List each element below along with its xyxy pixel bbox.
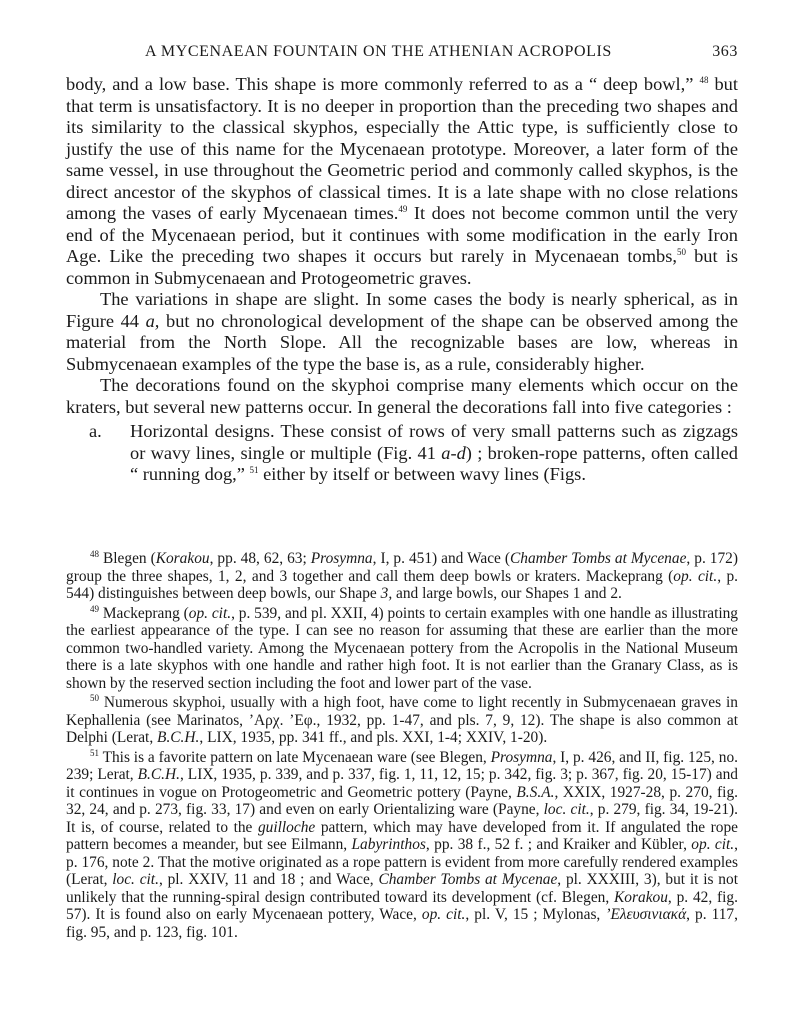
text-run: Numerous skyphoi, usually with a high foot, have come to light recently in Submycenaean graves in Kephallenia (see Marinatos, ’Αρχ. ’Εφ., 1932, pp. 1-47, and pls. 7, 9, 12). The shape is also common at Delphi (Lerat,: [66, 694, 738, 746]
list-item-a: a. Horizontal designs. These consist of rows of very small patterns such as zigzags or wavy lines, single or multiple (Fig. 41 a-d) ; broken-rope patterns, often called “ running dog,” $^{51}$ either by itself or between wavy lines (Figs.: [89, 421, 738, 484]
text-run: , I, p. 426, and II, fig. 125, no. 239; Lerat,: [66, 748, 738, 783]
text-run: , p. 539, and pl. XXII, 4) points to certain examples with one handle as illustrating the earliest appearance of the type. I can see no reason for assuming that these are earlier than the more common two-handled variety. Among the Mycenaean pottery from the Acropolis in the National Museum there is a late skyphos with one handle and rather high foot. It is not earlier than the Granary Class, as is shown by the reserved section including the foot and lower part of the vase.: [66, 604, 739, 692]
footnote-number: 51: [90, 747, 99, 758]
text-run: , pp. 48, 62, 63;: [209, 550, 307, 567]
figure-ref: a-d: [441, 442, 466, 463]
paragraph-2: [66, 289, 738, 375]
text-run: , p. 176, note 2. That the motive originated as a rope pattern is evident from more carefully rendered examples (Lerat,: [66, 836, 738, 888]
text-run: either by itself or between wavy lines (Figs.: [263, 464, 586, 484]
text-run: but that term is unsatisfactory. It is no deeper in proportion than the preceding two shapes and its similarity to the classical skyphos, especially the Attic type, is sufficiently close to justify the use of this name for the Mycenaean prototype. Moreover, a later form of the same vessel, in use throughout the Geometric period and commonly called skyphos, is the direct ancestor of the skyphos of classical times. It is a late shape with no close relations among the vases of early Mycenaean times.: [66, 74, 738, 223]
text-run: , I, p. 451) and Wace (: [372, 550, 510, 567]
page-number: 363: [712, 43, 738, 60]
citation-title: op. cit.: [673, 567, 718, 585]
citation-title: ’Ελευσινιακά: [605, 906, 687, 923]
footnote-48: [66, 550, 738, 603]
citation-title: Labyrinthos: [351, 836, 426, 853]
citation-title: B.C.H.: [157, 729, 200, 746]
text-run: , p. 279, fig. 34, 19-21). It is, of course, related to the: [66, 801, 738, 836]
citation-title: loc. cit.: [112, 871, 159, 888]
text-run: , LIX, 1935, p. 339, and p. 337, fig. 1, 11, 12, 15; p. 342, fig. 3; p. 367, fig. 20, 15-17) and it continues in vogue on Protogeometric and Geometric pottery (Payne,: [66, 766, 738, 801]
text-run: The variations in shape are slight. In some cases the body is nearly spherical, as in Figure 44: [66, 289, 738, 331]
citation-title: guilloche: [257, 818, 316, 836]
footnote-50: [66, 694, 738, 747]
text-run: but is common in Submycenaean and Protogeometric graves.: [66, 246, 738, 288]
footnote-49: [66, 605, 738, 693]
text-run: , pl. V, 15 ; Mylonas,: [465, 906, 601, 923]
text-run: , p. 42, fig. 57). It is found also on early Mycenaean pottery, Wace,: [66, 888, 738, 923]
footnote-ref-49: 49: [398, 203, 408, 214]
text-run: pattern, which may have developed from it. If angulated the rope pattern becomes a meander, but see Eilmann,: [66, 818, 739, 853]
citation-title: op. cit.: [188, 604, 232, 622]
citation-title: Chamber Tombs at Mycenae: [510, 550, 687, 567]
text-run: body, and a low base. This shape is more commonly referred to as a “ deep bowl,”: [66, 74, 694, 94]
text-run: , XXIX, 1927-28, p. 270, fig. 32, 24, and p. 273, fig. 33, 17) and even on early Orientalizing ware (Payne,: [66, 783, 738, 818]
citation-title: Chamber Tombs at Mycenae: [378, 871, 558, 888]
text-run: , pl. XXXIII, 3), but it is not unlikely that the running-spiral design contributed toward its development (cf. Blegen,: [66, 871, 738, 906]
citation-title: B.C.H.: [137, 766, 180, 783]
citation-title: op. cit.: [421, 906, 466, 923]
text-run: but no chronological development of the shape can be observed among the material from the North Slope. All the recognizable bases are low, whereas in Submycenaean examples of the type the base is, as a rule, considerably higher.: [66, 310, 738, 374]
text-run: , p. 117, fig. 95, and p. 123, fig. 101.: [66, 906, 738, 941]
text-run: Horizontal designs. These consist of rows of very small patterns such as zigzags or wavy lines, single or multiple (Fig. 41: [130, 421, 738, 463]
paragraph-1: [66, 74, 738, 289]
text-run: Mackeprang (: [102, 604, 189, 622]
text-run: , p. 172) group the three shapes, 1, 2, and 3 together and call them deep bowls or kraters. Mackeprang (: [66, 550, 738, 585]
text-run: ) ; broken-rope patterns, often called “ running dog,”: [130, 442, 738, 484]
citation-title: 3,: [380, 585, 393, 602]
citation-title: Korakou: [155, 550, 210, 567]
main-text: [66, 74, 738, 486]
running-title: A MYCENAEAN FOUNTAIN ON THE ATHENIAN ACROPOLIS: [145, 43, 612, 60]
paragraph-3: The decorations found on the skyphoi comprise many elements which occur on the kraters, but several new patterns occur. In general the decorations fall into five categories :: [66, 375, 738, 417]
footnotes: [66, 550, 738, 943]
citation-title: loc. cit.: [543, 801, 590, 818]
figure-ref: a,: [145, 310, 160, 331]
text-run: and large bowls, our Shapes 1 and 2.: [396, 585, 622, 602]
citation-title: Prosymna: [490, 748, 553, 766]
footnote-ref-48: 48: [699, 74, 709, 85]
citation-title: Prosymna: [310, 550, 373, 567]
footnote-ref-50: 50: [677, 246, 686, 257]
text-run: Blegen (: [103, 550, 156, 567]
text-run: , p. 544) distinguishes between deep bowls, our Shape: [66, 567, 738, 602]
footnote-ref-51: 51: [249, 464, 259, 475]
footnote-number: 48: [90, 548, 99, 559]
footnote-number: 50: [90, 692, 99, 703]
footnote-number: 49: [90, 603, 99, 614]
citation-title: op. cit.: [691, 836, 735, 853]
citation-title: Korakou: [614, 888, 668, 906]
citation-title: B.S.A.: [516, 783, 555, 801]
text-run: , pl. XXIV, 11 and 18 ; and Wace,: [158, 871, 374, 888]
footnote-51: [66, 749, 738, 942]
text-run: This is a favorite pattern on late Mycenaean ware (see Blegen,: [102, 748, 487, 766]
text-run: , pp. 38 f., 52 f. ; and Kraiker and Kübler,: [425, 836, 687, 853]
text-run: It does not become common until the very end of the Mycenaean period, but it continues with some modification in the early Iron Age. Like the preceding two shapes it occurs but rarely in Mycenaean tombs,: [66, 203, 738, 266]
text-run: , LIX, 1935, pp. 341 ff., and pls. XXI, 1-4; XXIV, 1-20).: [199, 729, 548, 746]
